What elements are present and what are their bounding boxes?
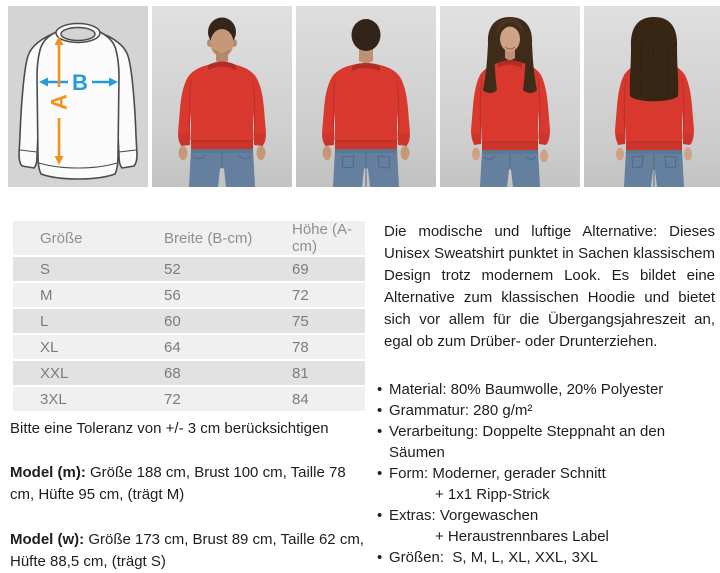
feature-text: Material: 80% Baumwolle, 20% Polyester [389, 381, 664, 398]
table-row [13, 335, 365, 359]
height-cell: 78 [265, 335, 365, 359]
height-cell: 84 [265, 387, 365, 411]
photo-male-back [296, 6, 436, 187]
size-table-header-row [13, 221, 365, 255]
width-cell: 68 [137, 361, 265, 385]
size-table [13, 219, 365, 413]
width-cell: 72 [137, 387, 265, 411]
feature-text: Verarbeitung: Doppelte Steppnaht an den Säumen [389, 423, 670, 461]
product-gallery [8, 6, 720, 187]
photo-female-back [584, 6, 720, 187]
model-female-label: Model (w): [10, 531, 85, 548]
table-row [13, 309, 365, 333]
feature-item [379, 421, 715, 463]
width-cell: 56 [137, 283, 265, 307]
table-row [13, 361, 365, 385]
feature-item [379, 463, 715, 505]
size-cell: L [13, 309, 137, 333]
size-cell: 3XL [13, 387, 137, 411]
model-female-measurements [10, 529, 372, 573]
table-row [13, 387, 365, 411]
tolerance-note: Bitte eine Toleranz von +/- 3 cm berücksichtigen [10, 420, 329, 437]
size-info-section [10, 219, 372, 573]
column-header-size: Größe [13, 221, 137, 255]
model-female-front-photo [440, 6, 580, 187]
model-female-back-photo [584, 6, 720, 187]
model-male-text: Größe 188 cm, Brust 100 cm, Taille 78 cm, Hüfte 95 cm, (trägt M) [10, 464, 346, 503]
feature-text: Extras: Vorgewaschen [389, 507, 539, 524]
feature-item [379, 505, 715, 547]
model-female-text: Größe 173 cm, Brust 89 cm, Taille 62 cm, Hüfte 88,5 cm, (trägt S) [10, 531, 364, 570]
feature-text: Grammatur: 280 g/m² [389, 402, 533, 419]
size-cell: S [13, 257, 137, 281]
size-diagram-panel [8, 6, 148, 187]
feature-item [379, 547, 715, 568]
diagram-height-label: A [46, 94, 72, 110]
column-header-height: Höhe (A-cm) [265, 221, 365, 255]
size-cell: XL [13, 335, 137, 359]
size-cell: XXL [13, 361, 137, 385]
model-male-front-photo [152, 6, 292, 187]
height-cell: 72 [265, 283, 365, 307]
feature-subtext: + 1x1 Ripp-Strick [435, 486, 550, 503]
product-features [379, 379, 715, 568]
feature-item [379, 379, 715, 400]
size-diagram-illustration [8, 6, 148, 187]
size-cell: M [13, 283, 137, 307]
feature-text: Größen: S, M, L, XL, XXL, 3XL [389, 549, 599, 566]
product-description: Die modische und luftige Alternative: Dieses Unisex Sweatshirt punktet in Sachen klassischem Design trotz modernem Look. Es bildet eine Alternative zum klassischen Hoodie und bietet sich vor allem für die Übergangsjahreszeit an, egal ob zum Drüber- oder Drunterziehen. [384, 223, 715, 350]
column-header-width: Breite (B-cm) [137, 221, 265, 255]
height-cell: 81 [265, 361, 365, 385]
diagram-width-label: B [72, 70, 88, 95]
model-male-back-photo [296, 6, 436, 187]
model-male-label: Model (m): [10, 464, 86, 481]
feature-item [379, 400, 715, 421]
table-row [13, 283, 365, 307]
height-cell: 75 [265, 309, 365, 333]
photo-male-front [152, 6, 292, 187]
width-cell: 52 [137, 257, 265, 281]
feature-text: Form: Moderner, gerader Schnitt [389, 465, 606, 482]
description-section [384, 221, 715, 568]
height-cell: 69 [265, 257, 365, 281]
feature-subtext: + Heraustrennbares Label [435, 528, 609, 545]
width-cell: 64 [137, 335, 265, 359]
photo-female-front [440, 6, 580, 187]
model-male-measurements [10, 462, 372, 506]
width-cell: 60 [137, 309, 265, 333]
table-row [13, 257, 365, 281]
